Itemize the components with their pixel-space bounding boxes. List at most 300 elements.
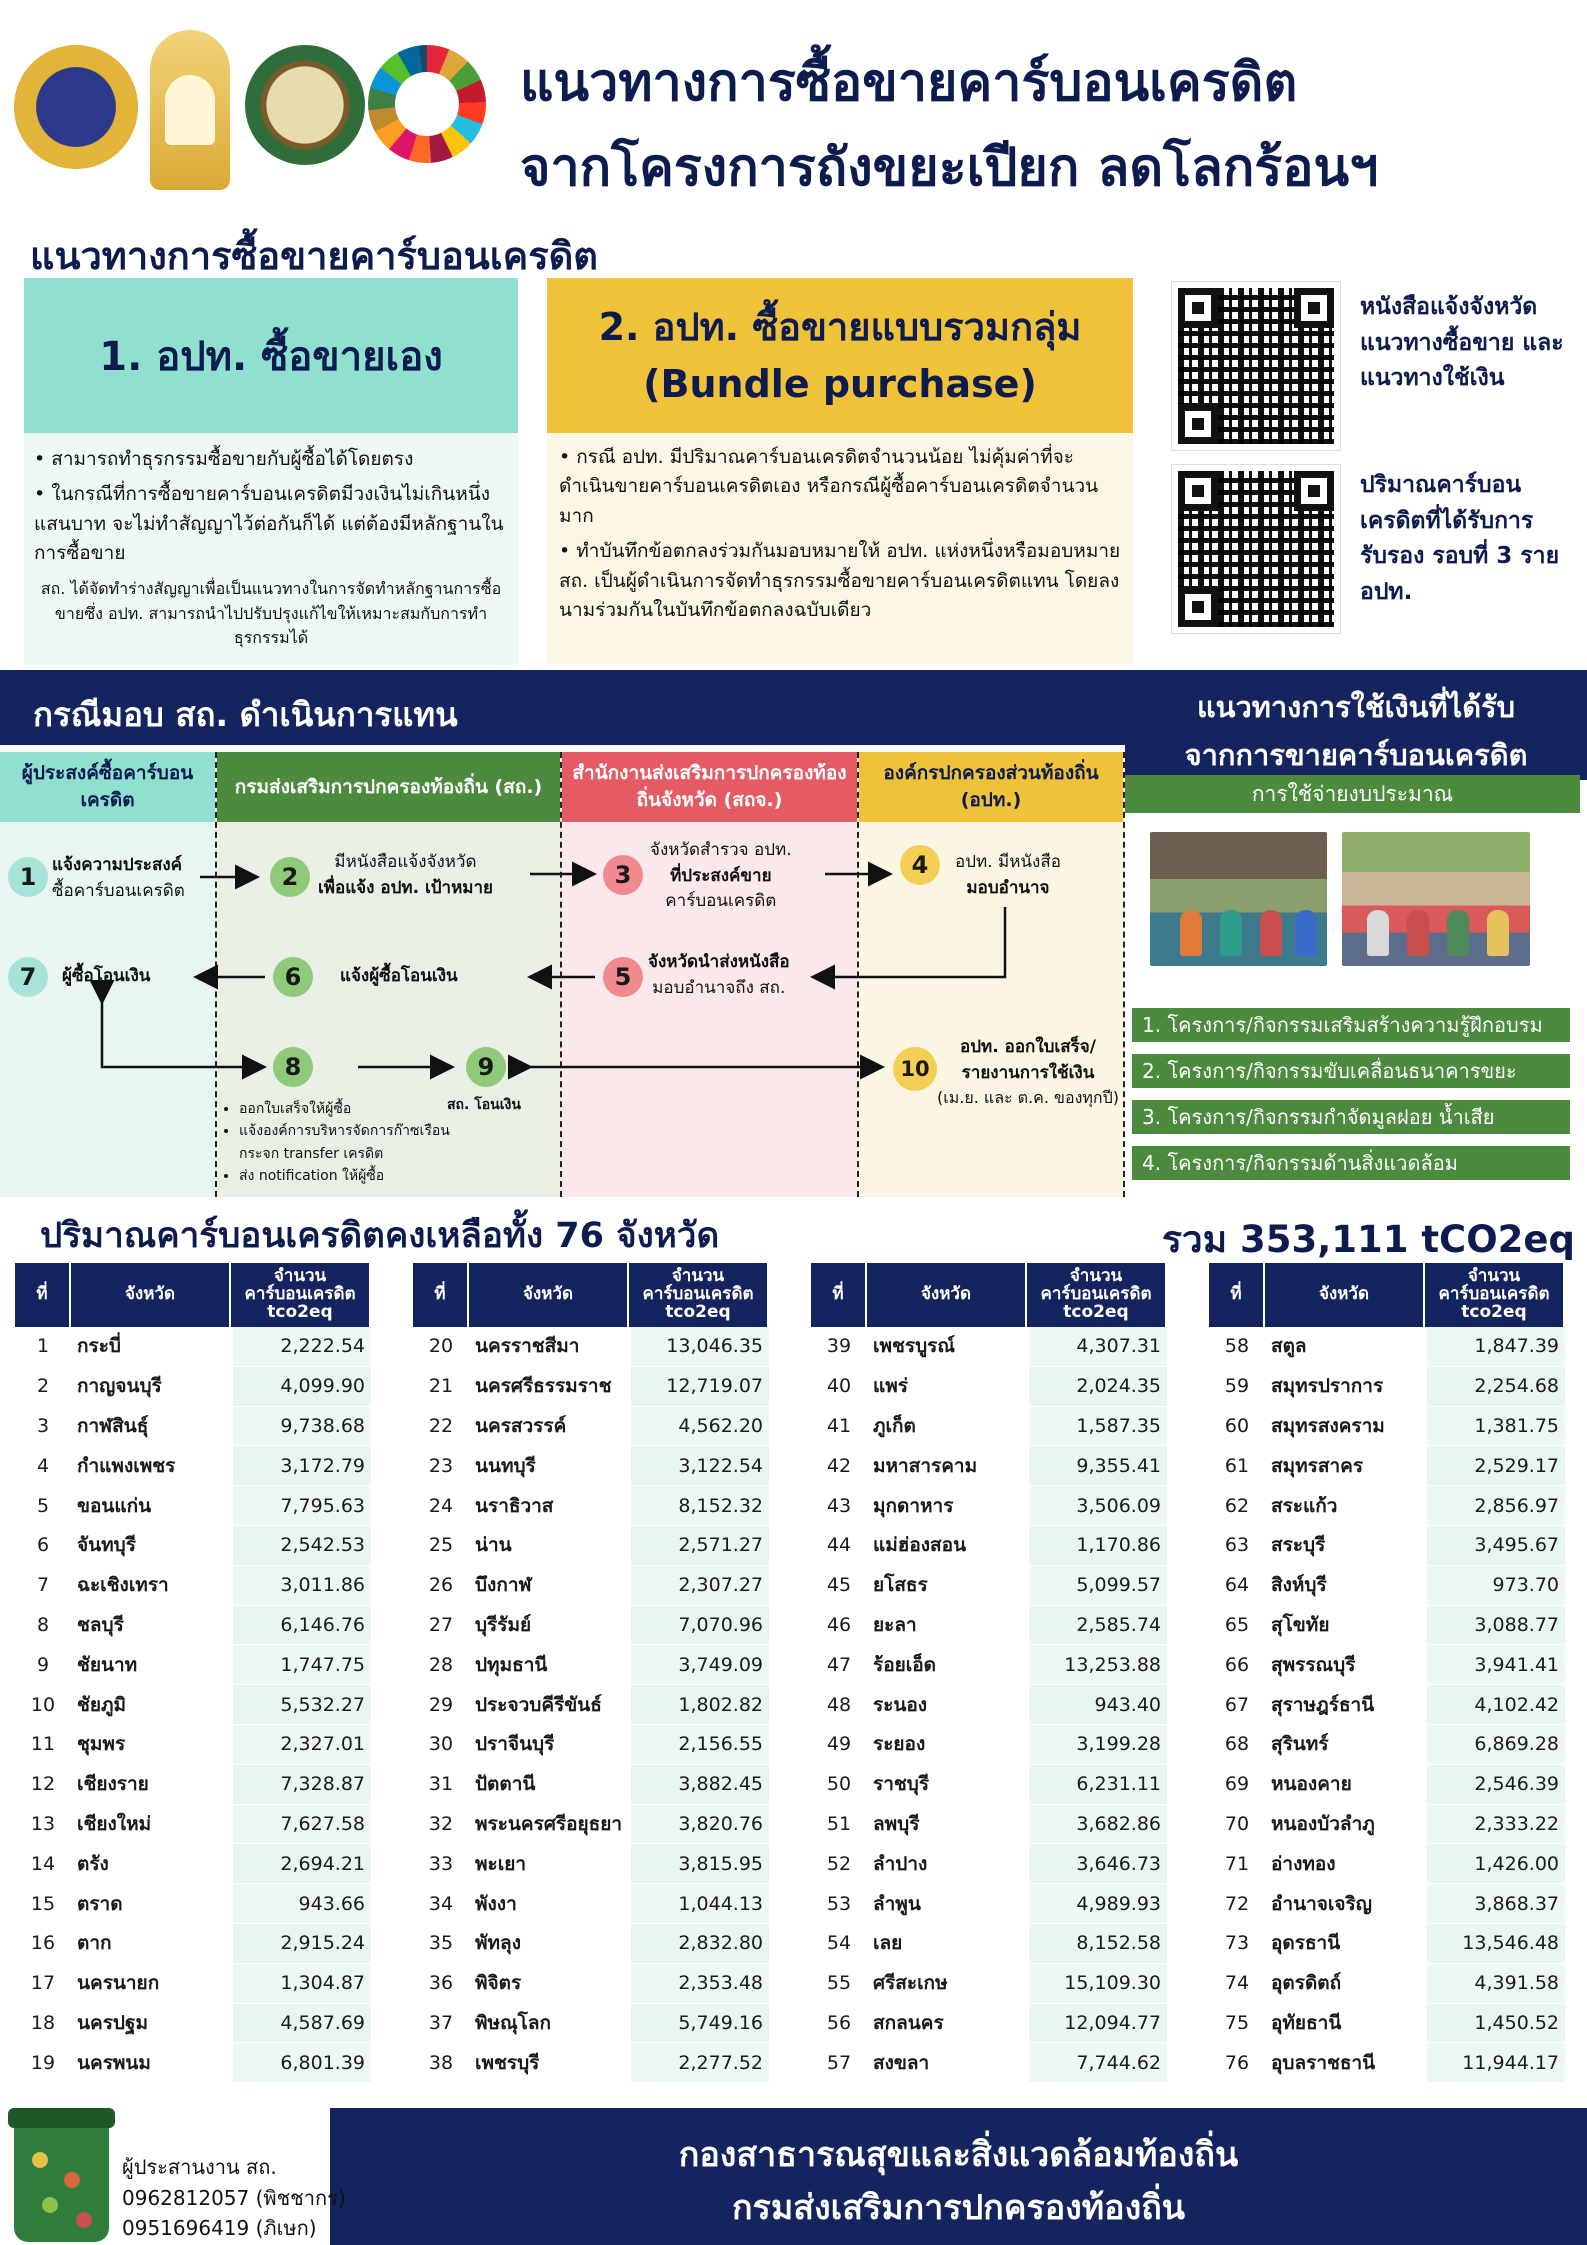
province-name: ตราด xyxy=(71,1884,231,1924)
row-number: 8 xyxy=(15,1606,71,1646)
option2-bullet: • กรณี อปท. มีปริมาณคาร์บอนเครดิตจำนวนน้อย ไม่คุ้มค่าที่จะดำเนินขายคาร์บอนเครดิตเอง หรือกรณีผู้ซื้อคาร์บอนเครดิตจำนวนมาก xyxy=(559,446,1099,527)
table-row xyxy=(413,1566,769,1606)
remaining-total: รวม 353,111 tCO2eq xyxy=(1162,1218,1575,1261)
step-2-text: มีหนังสือแจ้งจังหวัด เพื่อแจ้ง อปท. เป้าหมาย xyxy=(318,852,494,898)
credit-amount: 7,070.96 xyxy=(629,1606,769,1646)
credit-amount: 6,231.11 xyxy=(1027,1765,1167,1805)
credit-amount: 2,585.74 xyxy=(1027,1606,1167,1646)
table-row xyxy=(1209,1367,1565,1407)
row-number: 53 xyxy=(811,1884,867,1924)
province-name: สกลนคร xyxy=(867,2004,1027,2044)
credit-amount: 2,546.39 xyxy=(1425,1765,1565,1805)
row-number: 28 xyxy=(413,1645,469,1685)
table-row xyxy=(15,1924,371,1964)
credit-amount: 4,989.93 xyxy=(1027,1884,1167,1924)
table-row xyxy=(811,1367,1167,1407)
row-number: 39 xyxy=(811,1327,867,1367)
province-name: เชียงใหม่ xyxy=(71,1805,231,1845)
province-name: สุโขทัย xyxy=(1265,1606,1425,1646)
province-name: สุพรรณบุรี xyxy=(1265,1645,1425,1685)
row-number: 29 xyxy=(413,1685,469,1725)
province-name: ระนอง xyxy=(867,1685,1027,1725)
province-name: บึงกาฬ xyxy=(469,1566,629,1606)
table-row xyxy=(811,1964,1167,2004)
province-name: น่าน xyxy=(469,1526,629,1566)
remaining-title: ปริมาณคาร์บอนเครดิตคงเหลือทั้ง 76 จังหวัด xyxy=(40,1216,720,1256)
table-row xyxy=(15,1685,371,1725)
row-number: 43 xyxy=(811,1486,867,1526)
qr-code-provincial-letter[interactable] xyxy=(1172,282,1340,450)
row-number: 62 xyxy=(1209,1486,1265,1526)
province-name: กาญจนบุรี xyxy=(71,1367,231,1407)
row-number: 38 xyxy=(413,2043,469,2083)
table-row xyxy=(15,1446,371,1486)
credit-amount: 2,156.55 xyxy=(629,1725,769,1765)
province-name: สมุทรปราการ xyxy=(1265,1367,1425,1407)
step-3-badge: 3 xyxy=(603,855,643,895)
province-name: หนองบัวลำภู xyxy=(1265,1805,1425,1845)
step-4-text: อปท. มีหนังสือ มอบอำนาจ xyxy=(955,852,1061,898)
province-name: บุรีรัมย์ xyxy=(469,1606,629,1646)
spending-item: 2. โครงการ/กิจกรรมขับเคลื่อนธนาคารขยะ xyxy=(1132,1054,1570,1088)
table-row xyxy=(1209,1924,1565,1964)
col-header-amount: จำนวน คาร์บอนเครดิต tco2eq xyxy=(1027,1263,1167,1327)
step-1-badge: 1 xyxy=(8,857,48,897)
table-row xyxy=(1209,1805,1565,1845)
option2-title xyxy=(547,278,1133,433)
province-name: ปทุมธานี xyxy=(469,1645,629,1685)
province-name: นครนายก xyxy=(71,1964,231,2004)
step-7-text: ผู้ซื้อโอนเงิน xyxy=(62,966,151,986)
org-name-line2: กรมส่งเสริมการปกครองท้องถิ่น xyxy=(731,2188,1186,2228)
credit-amount: 3,495.67 xyxy=(1425,1526,1565,1566)
province-name: ร้อยเอ็ด xyxy=(867,1645,1027,1685)
province-name: อุทัยธานี xyxy=(1265,2004,1425,2044)
table-row xyxy=(811,1924,1167,1964)
page-title-line2: จากโครงการถังขยะเปียก ลดโลกร้อนฯ xyxy=(520,138,1379,198)
table-row xyxy=(1209,1486,1565,1526)
table-row xyxy=(15,2004,371,2044)
table-row xyxy=(811,2043,1167,2083)
row-number: 1 xyxy=(15,1327,71,1367)
credit-amount: 1,426.00 xyxy=(1425,1844,1565,1884)
table-row xyxy=(1209,1407,1565,1447)
row-number: 25 xyxy=(413,1526,469,1566)
row-number: 26 xyxy=(413,1566,469,1606)
table-row xyxy=(811,1327,1167,1367)
table-row xyxy=(15,1606,371,1646)
row-number: 72 xyxy=(1209,1884,1265,1924)
table-row xyxy=(413,1765,769,1805)
table-row xyxy=(1209,1964,1565,2004)
province-name: ฉะเชิงเทรา xyxy=(71,1566,231,1606)
table-row xyxy=(413,1407,769,1447)
province-name: สุราษฎร์ธานี xyxy=(1265,1685,1425,1725)
col-header-no: ที่ xyxy=(413,1263,469,1327)
page-title-line1: แนวทางการซื้อขายคาร์บอนเครดิต xyxy=(520,53,1298,113)
table-row xyxy=(15,1884,371,1924)
step-6-badge: 6 xyxy=(273,957,313,997)
table-row xyxy=(15,1367,371,1407)
province-name: สระแก้ว xyxy=(1265,1486,1425,1526)
province-name: ขอนแก่น xyxy=(71,1486,231,1526)
province-name: กระบี่ xyxy=(71,1327,231,1367)
step-8-bullet: • ส่ง notification ให้ผู้ซื้อ xyxy=(239,1165,484,1187)
province-name: สิงห์บุรี xyxy=(1265,1566,1425,1606)
step-10-badge: 10 xyxy=(893,1047,937,1091)
row-number: 6 xyxy=(15,1526,71,1566)
row-number: 67 xyxy=(1209,1685,1265,1725)
table-row xyxy=(1209,1566,1565,1606)
table-row xyxy=(413,1486,769,1526)
table-row xyxy=(15,2043,371,2083)
table-row xyxy=(413,1367,769,1407)
step-8-bullets xyxy=(225,1098,484,1188)
row-number: 60 xyxy=(1209,1407,1265,1447)
row-number: 68 xyxy=(1209,1725,1265,1765)
province-name: นนทบุรี xyxy=(469,1446,629,1486)
row-number: 17 xyxy=(15,1964,71,2004)
table-row xyxy=(413,1844,769,1884)
row-number: 32 xyxy=(413,1805,469,1845)
row-number: 13 xyxy=(15,1805,71,1845)
credit-amount: 5,099.57 xyxy=(1027,1566,1167,1606)
row-number: 12 xyxy=(15,1765,71,1805)
step-5-text: จังหวัดนำส่งหนังสือ มอบอำนาจถึง สถ. xyxy=(648,952,790,998)
row-number: 55 xyxy=(811,1964,867,2004)
credit-amount: 7,744.62 xyxy=(1027,2043,1167,2083)
row-number: 58 xyxy=(1209,1327,1265,1367)
compost-bin-icon xyxy=(14,2112,109,2242)
credit-amount: 2,915.24 xyxy=(231,1924,371,1964)
province-name: เพชรบูรณ์ xyxy=(867,1327,1027,1367)
row-number: 70 xyxy=(1209,1805,1265,1845)
credit-amount: 6,869.28 xyxy=(1425,1725,1565,1765)
credit-amount: 8,152.58 xyxy=(1027,1924,1167,1964)
approaches-title: แนวทางการซื้อขายคาร์บอนเครดิต xyxy=(30,234,598,278)
credit-amount: 4,307.31 xyxy=(1027,1327,1167,1367)
row-number: 14 xyxy=(15,1844,71,1884)
row-number: 36 xyxy=(413,1964,469,2004)
table-row xyxy=(1209,1765,1565,1805)
province-name: แพร่ xyxy=(867,1367,1027,1407)
province-name: กำแพงเพชร xyxy=(71,1446,231,1486)
credit-amount: 3,682.86 xyxy=(1027,1805,1167,1845)
step-1-text: แจ้งความประสงค์ ซื้อคาร์บอนเครดิต xyxy=(52,855,185,901)
row-number: 37 xyxy=(413,2004,469,2044)
province-name: สุรินทร์ xyxy=(1265,1725,1425,1765)
credit-amount: 13,046.35 xyxy=(629,1327,769,1367)
table-row xyxy=(15,1407,371,1447)
header xyxy=(0,0,1587,210)
table-row xyxy=(1209,1844,1565,1884)
col-header-province: จังหวัด xyxy=(469,1263,629,1327)
province-name: ระยอง xyxy=(867,1725,1027,1765)
row-number: 69 xyxy=(1209,1765,1265,1805)
row-number: 57 xyxy=(811,2043,867,2083)
table-row xyxy=(413,1884,769,1924)
province-name: พิจิตร xyxy=(469,1964,629,2004)
credit-amount: 3,011.86 xyxy=(231,1566,371,1606)
option1-bullet: • สามารถทำธุรกรรมซื้อขายกับผู้ซื้อได้โดยตรง xyxy=(34,448,414,470)
row-number: 20 xyxy=(413,1327,469,1367)
row-number: 52 xyxy=(811,1844,867,1884)
table-row xyxy=(1209,1685,1565,1725)
province-name: พิษณุโลก xyxy=(469,2004,629,2044)
row-number: 34 xyxy=(413,1884,469,1924)
row-number: 16 xyxy=(15,1924,71,1964)
credit-amount: 3,646.73 xyxy=(1027,1844,1167,1884)
step-8-bullet: • ออกใบเสร็จให้ผู้ซื้อ xyxy=(239,1098,484,1120)
table-row xyxy=(15,1765,371,1805)
table-row xyxy=(811,2004,1167,2044)
credit-amount: 3,122.54 xyxy=(629,1446,769,1486)
table-row xyxy=(15,1805,371,1845)
province-table xyxy=(15,1263,371,2083)
row-number: 33 xyxy=(413,1844,469,1884)
credit-amount: 13,253.88 xyxy=(1027,1645,1167,1685)
table-row xyxy=(413,1446,769,1486)
row-number: 73 xyxy=(1209,1924,1265,1964)
province-name: กาฬสินธุ์ xyxy=(71,1407,231,1447)
row-number: 54 xyxy=(811,1924,867,1964)
province-name: อุบลราชธานี xyxy=(1265,2043,1425,2083)
province-name: แม่ฮ่องสอน xyxy=(867,1526,1027,1566)
credit-amount: 4,562.20 xyxy=(629,1407,769,1447)
province-name: สงขลา xyxy=(867,2043,1027,2083)
table-row xyxy=(15,1964,371,2004)
table-row xyxy=(413,2043,769,2083)
table-row xyxy=(413,1645,769,1685)
row-number: 64 xyxy=(1209,1566,1265,1606)
row-number: 63 xyxy=(1209,1526,1265,1566)
credit-amount: 1,304.87 xyxy=(231,1964,371,2004)
table-row xyxy=(1209,2043,1565,2083)
row-number: 27 xyxy=(413,1606,469,1646)
row-number: 19 xyxy=(15,2043,71,2083)
row-number: 31 xyxy=(413,1765,469,1805)
table-row xyxy=(413,1725,769,1765)
table-row xyxy=(1209,1526,1565,1566)
province-name: สตูล xyxy=(1265,1327,1425,1367)
table-row xyxy=(811,1486,1167,1526)
table-row xyxy=(811,1526,1167,1566)
province-name: พระนครศรีอยุธยา xyxy=(469,1805,629,1845)
table-row xyxy=(811,1566,1167,1606)
credit-amount: 7,795.63 xyxy=(231,1486,371,1526)
row-number: 51 xyxy=(811,1805,867,1845)
col-header-amount: จำนวน คาร์บอนเครดิต tco2eq xyxy=(629,1263,769,1327)
credit-amount: 2,353.48 xyxy=(629,1964,769,2004)
credit-amount: 8,152.32 xyxy=(629,1486,769,1526)
row-number: 47 xyxy=(811,1645,867,1685)
province-name: พัทลุง xyxy=(469,1924,629,1964)
credit-amount: 1,747.75 xyxy=(231,1645,371,1685)
credit-amount: 3,882.45 xyxy=(629,1765,769,1805)
province-name: อำนาจเจริญ xyxy=(1265,1884,1425,1924)
budget-label: การใช้จ่ายงบประมาณ xyxy=(1125,775,1580,813)
table-row xyxy=(1209,2004,1565,2044)
flow-column-header: องค์กรปกครองส่วนท้องถิ่น (อปท.) xyxy=(859,752,1123,822)
province-table xyxy=(1209,1263,1565,2083)
col-header-province: จังหวัด xyxy=(867,1263,1027,1327)
credit-amount: 2,571.27 xyxy=(629,1526,769,1566)
row-number: 66 xyxy=(1209,1645,1265,1685)
province-name: ลำปาง xyxy=(867,1844,1027,1884)
credit-amount: 3,088.77 xyxy=(1425,1606,1565,1646)
credit-amount: 2,694.21 xyxy=(231,1844,371,1884)
table-row xyxy=(413,1526,769,1566)
credit-amount: 943.40 xyxy=(1027,1685,1167,1725)
row-number: 35 xyxy=(413,1924,469,1964)
credit-amount: 3,749.09 xyxy=(629,1645,769,1685)
qr-code-certified-credits[interactable] xyxy=(1172,465,1340,633)
org-name-line1: กองสาธารณสุขและสิ่งแวดล้อมท้องถิ่น xyxy=(678,2135,1239,2175)
province-name: สมุทรสงคราม xyxy=(1265,1407,1425,1447)
province-name: ยโสธร xyxy=(867,1566,1027,1606)
row-number: 4 xyxy=(15,1446,71,1486)
province-name: อุตรดิตถ์ xyxy=(1265,1964,1425,2004)
credit-amount: 2,327.01 xyxy=(231,1725,371,1765)
row-number: 5 xyxy=(15,1486,71,1526)
table-row xyxy=(811,1645,1167,1685)
thai-crest-logo xyxy=(150,30,230,190)
option1-note: สถ. ได้จัดทำร่างสัญญาเพื่อเป็นแนวทางในการจัดทำหลักฐานการซื้อขายซึ่ง อปท. สามารถนำไปปรับปรุงแก้ไขให้เหมาะสมกับการทำธุรกรรมได้ xyxy=(40,578,502,648)
row-number: 10 xyxy=(15,1685,71,1725)
arrow-4-to-5 xyxy=(815,907,1005,977)
credit-amount: 1,847.39 xyxy=(1425,1327,1565,1367)
step-5-badge: 5 xyxy=(603,957,643,997)
credit-amount: 13,546.48 xyxy=(1425,1924,1565,1964)
activity-photo-1 xyxy=(1150,832,1327,966)
flow-column-header: กรมส่งเสริมการปกครองท้องถิ่น (สถ.) xyxy=(217,752,560,822)
credit-amount: 2,333.22 xyxy=(1425,1805,1565,1845)
row-number: 76 xyxy=(1209,2043,1265,2083)
credit-amount: 2,307.27 xyxy=(629,1566,769,1606)
table-row xyxy=(15,1645,371,1685)
col-header-no: ที่ xyxy=(1209,1263,1265,1327)
table-row xyxy=(15,1725,371,1765)
province-table xyxy=(811,1263,1167,2083)
row-number: 22 xyxy=(413,1407,469,1447)
credit-amount: 4,587.69 xyxy=(231,2004,371,2044)
table-row xyxy=(413,2004,769,2044)
step-9-badge: 9 xyxy=(466,1047,506,1087)
credit-amount: 1,044.13 xyxy=(629,1884,769,1924)
credit-amount: 9,738.68 xyxy=(231,1407,371,1447)
row-number: 48 xyxy=(811,1685,867,1725)
row-number: 74 xyxy=(1209,1964,1265,2004)
row-number: 18 xyxy=(15,2004,71,2044)
row-number: 59 xyxy=(1209,1367,1265,1407)
step-8-badge: 8 xyxy=(273,1047,313,1087)
row-number: 3 xyxy=(15,1407,71,1447)
province-name: ศรีสะเกษ xyxy=(867,1964,1027,2004)
spending-title-line2: จากการขายคาร์บอนเครดิต xyxy=(1184,738,1528,772)
delegation-title: กรณีมอบ สถ. ดำเนินการแทน xyxy=(33,695,458,734)
department-seal-logo xyxy=(245,45,365,165)
credit-amount: 943.66 xyxy=(231,1884,371,1924)
credit-amount: 15,109.30 xyxy=(1027,1964,1167,2004)
spending-item: 4. โครงการ/กิจกรรมด้านสิ่งแวดล้อม xyxy=(1132,1146,1570,1180)
row-number: 42 xyxy=(811,1446,867,1486)
table-row xyxy=(1209,1446,1565,1486)
option1-body xyxy=(24,433,518,665)
row-number: 24 xyxy=(413,1486,469,1526)
option1-bullet: • ในกรณีที่การซื้อขายคาร์บอนเครดิตมีวงเงินไม่เกินหนึ่งแสนบาท จะไม่ทำสัญญาไว้ต่อกันก็ได้ แต่ต้องมีหลักฐานในการซื้อขาย xyxy=(34,483,504,565)
table-row xyxy=(811,1805,1167,1845)
row-number: 2 xyxy=(15,1367,71,1407)
activity-photo-2 xyxy=(1342,832,1530,966)
sdg-wheel-logo xyxy=(368,45,486,163)
row-number: 50 xyxy=(811,1765,867,1805)
province-name: ตรัง xyxy=(71,1844,231,1884)
credit-amount: 2,832.80 xyxy=(629,1924,769,1964)
credit-amount: 5,749.16 xyxy=(629,2004,769,2044)
table-row xyxy=(413,1805,769,1845)
credit-amount: 3,941.41 xyxy=(1425,1645,1565,1685)
province-name: สมุทรสาคร xyxy=(1265,1446,1425,1486)
table-row xyxy=(15,1526,371,1566)
table-row xyxy=(413,1924,769,1964)
option1-title: 1. อปท. ซื้อขายเอง xyxy=(24,278,518,433)
province-name: ยะลา xyxy=(867,1606,1027,1646)
flow-column-header: ผู้ประสงค์ซื้อคาร์บอนเครดิต xyxy=(0,752,215,822)
row-number: 45 xyxy=(811,1566,867,1606)
table-row xyxy=(811,1685,1167,1725)
credit-amount: 3,506.09 xyxy=(1027,1486,1167,1526)
contact-phone-2[interactable]: 0951696419 (ภิเษก) xyxy=(122,2216,317,2240)
row-number: 41 xyxy=(811,1407,867,1447)
credit-amount: 9,355.41 xyxy=(1027,1446,1167,1486)
credit-amount: 3,868.37 xyxy=(1425,1884,1565,1924)
row-number: 49 xyxy=(811,1725,867,1765)
step-8-bullet: • แจ้งองค์การบริหารจัดการก๊าซเรือนกระจก transfer เครดิต xyxy=(239,1120,484,1165)
row-number: 21 xyxy=(413,1367,469,1407)
table-row xyxy=(811,1446,1167,1486)
row-number: 11 xyxy=(15,1725,71,1765)
table-row xyxy=(811,1725,1167,1765)
province-name: นครสวรรค์ xyxy=(469,1407,629,1447)
province-name: ประจวบคีรีขันธ์ xyxy=(469,1685,629,1725)
contact-phone-1[interactable]: 0962812057 (พิชชากร) xyxy=(122,2186,346,2210)
province-name: ตาก xyxy=(71,1924,231,1964)
table-row xyxy=(811,1765,1167,1805)
table-row xyxy=(15,1566,371,1606)
credit-amount: 3,172.79 xyxy=(231,1446,371,1486)
credit-amount: 7,328.87 xyxy=(231,1765,371,1805)
credit-amount: 1,802.82 xyxy=(629,1685,769,1725)
qr1-caption: หนังสือแจ้งจังหวัด แนวทางซื้อขาย และแนวทางใช้เงิน xyxy=(1360,294,1564,392)
province-name: อ่างทอง xyxy=(1265,1844,1425,1884)
credit-amount: 11,944.17 xyxy=(1425,2043,1565,2083)
credit-amount: 12,719.07 xyxy=(629,1367,769,1407)
table-row xyxy=(15,1844,371,1884)
province-name: ชลบุรี xyxy=(71,1606,231,1646)
row-number: 61 xyxy=(1209,1446,1265,1486)
province-name: ภูเก็ต xyxy=(867,1407,1027,1447)
flow-arrows xyxy=(0,752,1125,1197)
province-name: เพชรบุรี xyxy=(469,2043,629,2083)
row-number: 30 xyxy=(413,1725,469,1765)
row-number: 23 xyxy=(413,1446,469,1486)
credit-amount: 12,094.77 xyxy=(1027,2004,1167,2044)
credit-amount: 3,820.76 xyxy=(629,1805,769,1845)
credit-amount: 2,222.54 xyxy=(231,1327,371,1367)
contact-title: ผู้ประสานงาน สถ. xyxy=(122,2155,277,2179)
province-name: พะเยา xyxy=(469,1844,629,1884)
credit-amount: 3,815.95 xyxy=(629,1844,769,1884)
